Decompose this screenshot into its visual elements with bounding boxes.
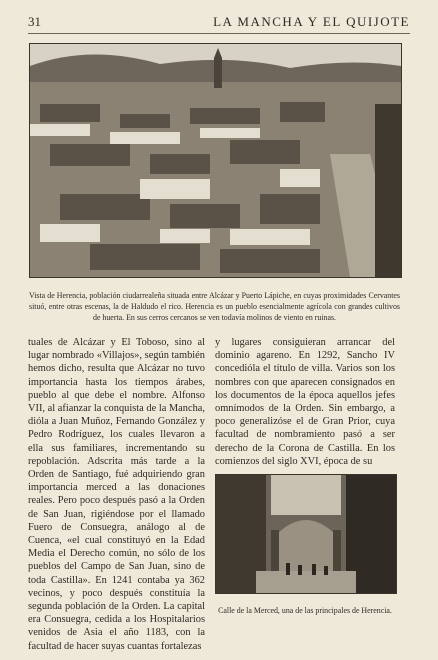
article-column-1: tuales de Alcázar y El Toboso, sino al lugar nombrado «Villajos», según también hemos dicho, resulta que Alcázar no tuvo importancia hasta los tiempos árabes, pueblo al que debe el nombre. Alfonso VII, al afianzar la conquista de la Mancha, dióla a Juan Muñoz, Fernando González y Pedro Rodríguez, los cuales llevaron a ella sus familiares, incrementando su repoblación. Adscrita más tarde a la Orden de Santiago, fué adquiriendo gran importancia merced a las donaciones reales. Pero poco después pasó a la Orden de San Juan, rigiéndose por el llamado Fuero de Consuegra, análogo al de Cuenca, «el cual constituyó en la Edad Media el Derecho común, no sólo de los pueblos del Campo de San Juan, sino de toda Castilla». En 1241 contaba ya 362 vecinos, y poco después constituía la segunda población de la Orden. La capital era Consuegra, cedida a los Hospitalarios venidos de Asia el año 1183, con la facultad de hacer suyas cuantas fortalezas: [28, 337, 205, 652]
running-title: LA MANCHA Y EL QUIJOTE: [213, 14, 410, 29]
header-rule: [28, 33, 410, 34]
street-photo: [215, 474, 397, 594]
town-panorama-photo: [29, 43, 402, 278]
page-header: [28, 14, 410, 32]
article-column-2: y lugares consiguieran arrancar del dominio agareno. En 1292, Sancho IV concedióla el título de villa. Varios son los nombres con que aparecen consignados en los documentos de la época aquellos jefes omnímodos de la Orden. Sin embargo, a poco generalizóse el de Gran Prior, cuya facultad de nombramiento pasó a ser derecho de la Corona de Castilla. En los comienzos del siglo XVI, época de su: [215, 337, 395, 467]
top-photo-caption: Vista de Herencia, población ciudarrealeña situada entre Alcázar y Puerto Lápiche, en cuyas proximidades Cervantes situó, entre otras escenas, la de Haldudo el rico. Herencia es un pueblo esencialmente agrícola con grandes cultivos de huerta. En sus cerros cercanos se ven todavía molinos de viento en ruinas.: [29, 290, 400, 322]
page-number: 31: [28, 14, 41, 29]
bottom-photo-caption: Calle de la Merced, una de las principales de Herencia.: [218, 605, 392, 615]
